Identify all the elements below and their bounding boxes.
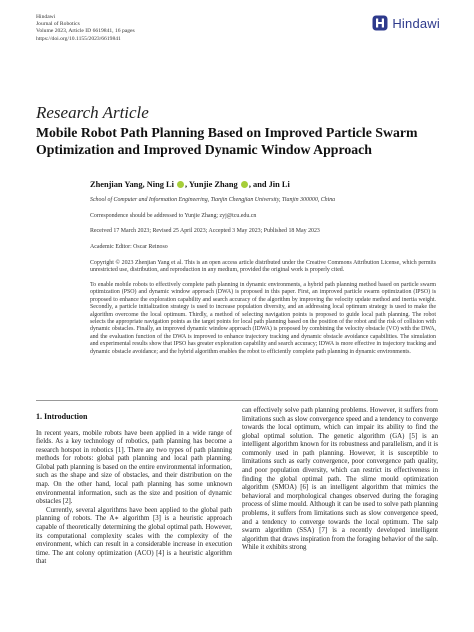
journal-meta: [36, 14, 135, 43]
orcid-icon[interactable]: [177, 181, 184, 188]
logo-wordmark: Hindawi: [392, 15, 440, 31]
paper-title: Mobile Robot Path Planning Based on Improved Particle Swarm Optimization and Improved Dynamic Window Approach: [36, 125, 418, 157]
body-paragraph: can effectively solve path planning problems. However, it suffers from limitations such as slow convergence speed and a tendency to converge towards the local optimum, which can impair its ability to find the global optimal solution. The genetic algorithm (GA) [5] is an intelligent algorithm known for its robustness and parallelism, and it is commonly used in path planning. However, it is susceptible to limitations such as early convergence, poor convergence path quality, and poor population diversity, which can restrict its effectiveness in finding the global optimal path. The slime mould optimization algorithm (SMOA) [6] is an intelligent algorithm that mimics the behavioral and morphological changes observed during the foraging process of slime mould. Although it can be used to solve path planning problems, it suffers from limitations such as slow convergence speed, and a tendency to converge towards the local optimum. The salp swarm algorithm (SSA) [7] is a recently developed intelligent algorithm that draws inspiration from the foraging behavior of the salp. While it exhibits strong: [242, 407, 438, 552]
journal-publisher: Hindawi: [36, 14, 56, 20]
author-list: [90, 180, 290, 189]
section-heading: 1. Introduction: [36, 412, 88, 421]
author-names-3: , and Jin Li: [248, 180, 290, 189]
body-column-right: [242, 407, 438, 553]
volume-line: Volume 2023, Article ID 6619841, 16 pages: [36, 28, 135, 35]
body-paragraph: Currently, several algorithms have been applied to the global path planning of robots. The A∗ algorithm [3] is a heuristic approach capable of theoretically determining the global optimal path. However, its computational complexity scales with the complexity of the environment, which can result in a considerable increase in execution time. The ant colony optimization (ACO) [4] is a heuristic algorithm that: [36, 506, 232, 566]
hindawi-logo: [372, 15, 440, 31]
abstract: To enable mobile robots to effectively complete path planning in dynamic environments, a hybrid path planning method based on particle swarm optimization (PSO) and dynamic window approach (DWA) is proposed in this paper. First, an improved particle swarm optimization (IPSO) is proposed to enhance the exploration capability and search accuracy of the algorithm by improving the velocity update method and inertia weight. Secondly, a particle initialization strategy is used to increase population diversity, and an addressing local optimum strategy is used to make the algorithm overcome the local optimum. Thirdly, a method of selecting navigation points is proposed to guide local path planning. The robot selects the appropriate navigation points as the target points for local path planning based on the position of the robot and the risk of collision with dynamic obstacles. Finally, an improved dynamic window approach (IDWA) is proposed by combining the velocity obstacle (VO) with the DWA, and the evaluation function of the DWA is improved to enhance trajectory tracking and dynamic obstacle avoidance capabilities. The simulation and experimental results show that IPSO has greater exploration capability and search accuracy; IDWA is more effective in trajectory tracking and dynamic obstacle avoidance; and the hybrid algorithm enables the robot to efficiently complete path planning in dynamic environments.: [90, 282, 436, 355]
publication-dates: Received 17 March 2023; Revised 25 April 2023; Accepted 3 May 2023; Published 18 May 2023: [90, 228, 320, 234]
article-type: Research Article: [36, 103, 149, 122]
body-paragraph: In recent years, mobile robots have been applied in a wide range of fields. As a key technology of robotics, path planning has become a research hotspot in robotics [1]. There are two types of path planning methods for robots: global path planning and local path planning. Global path planning is based on the entire environmental information, such as the shape and size of obstacles, and their distribution on the map. On the other hand, local path planning has some unknown environmental information, such as the size and position of dynamic obstacles [2].: [36, 429, 232, 506]
journal-name: Journal of Robotics: [36, 21, 80, 28]
hindawi-logo-icon: [372, 15, 388, 31]
author-names-2: , Yunjie Zhang: [185, 180, 238, 189]
body-column-left: [36, 413, 232, 567]
academic-editor: Academic Editor: Oscar Reinoso: [90, 244, 168, 250]
section-divider: [36, 400, 438, 401]
copyright-notice: Copyright © 2023 Zhenjian Yang et al. This is an open access article distributed under the Creative Commons Attribution License, which permits unrestricted use, distribution, and reproduction in any medium, provided the original work is properly cited.: [90, 260, 436, 274]
author-names-1: Zhenjian Yang, Ning Li: [90, 180, 174, 189]
doi-link[interactable]: https://doi.org/10.1155/2023/6619841: [36, 35, 121, 42]
affiliation: School of Computer and Information Engineering, Tianjin Chengjian University, Tianjin 300000, China: [90, 197, 336, 203]
correspondence: Correspondence should be addressed to Yunjie Zhang; zyj@tcu.edu.cn: [90, 213, 257, 219]
orcid-icon[interactable]: [241, 181, 248, 188]
